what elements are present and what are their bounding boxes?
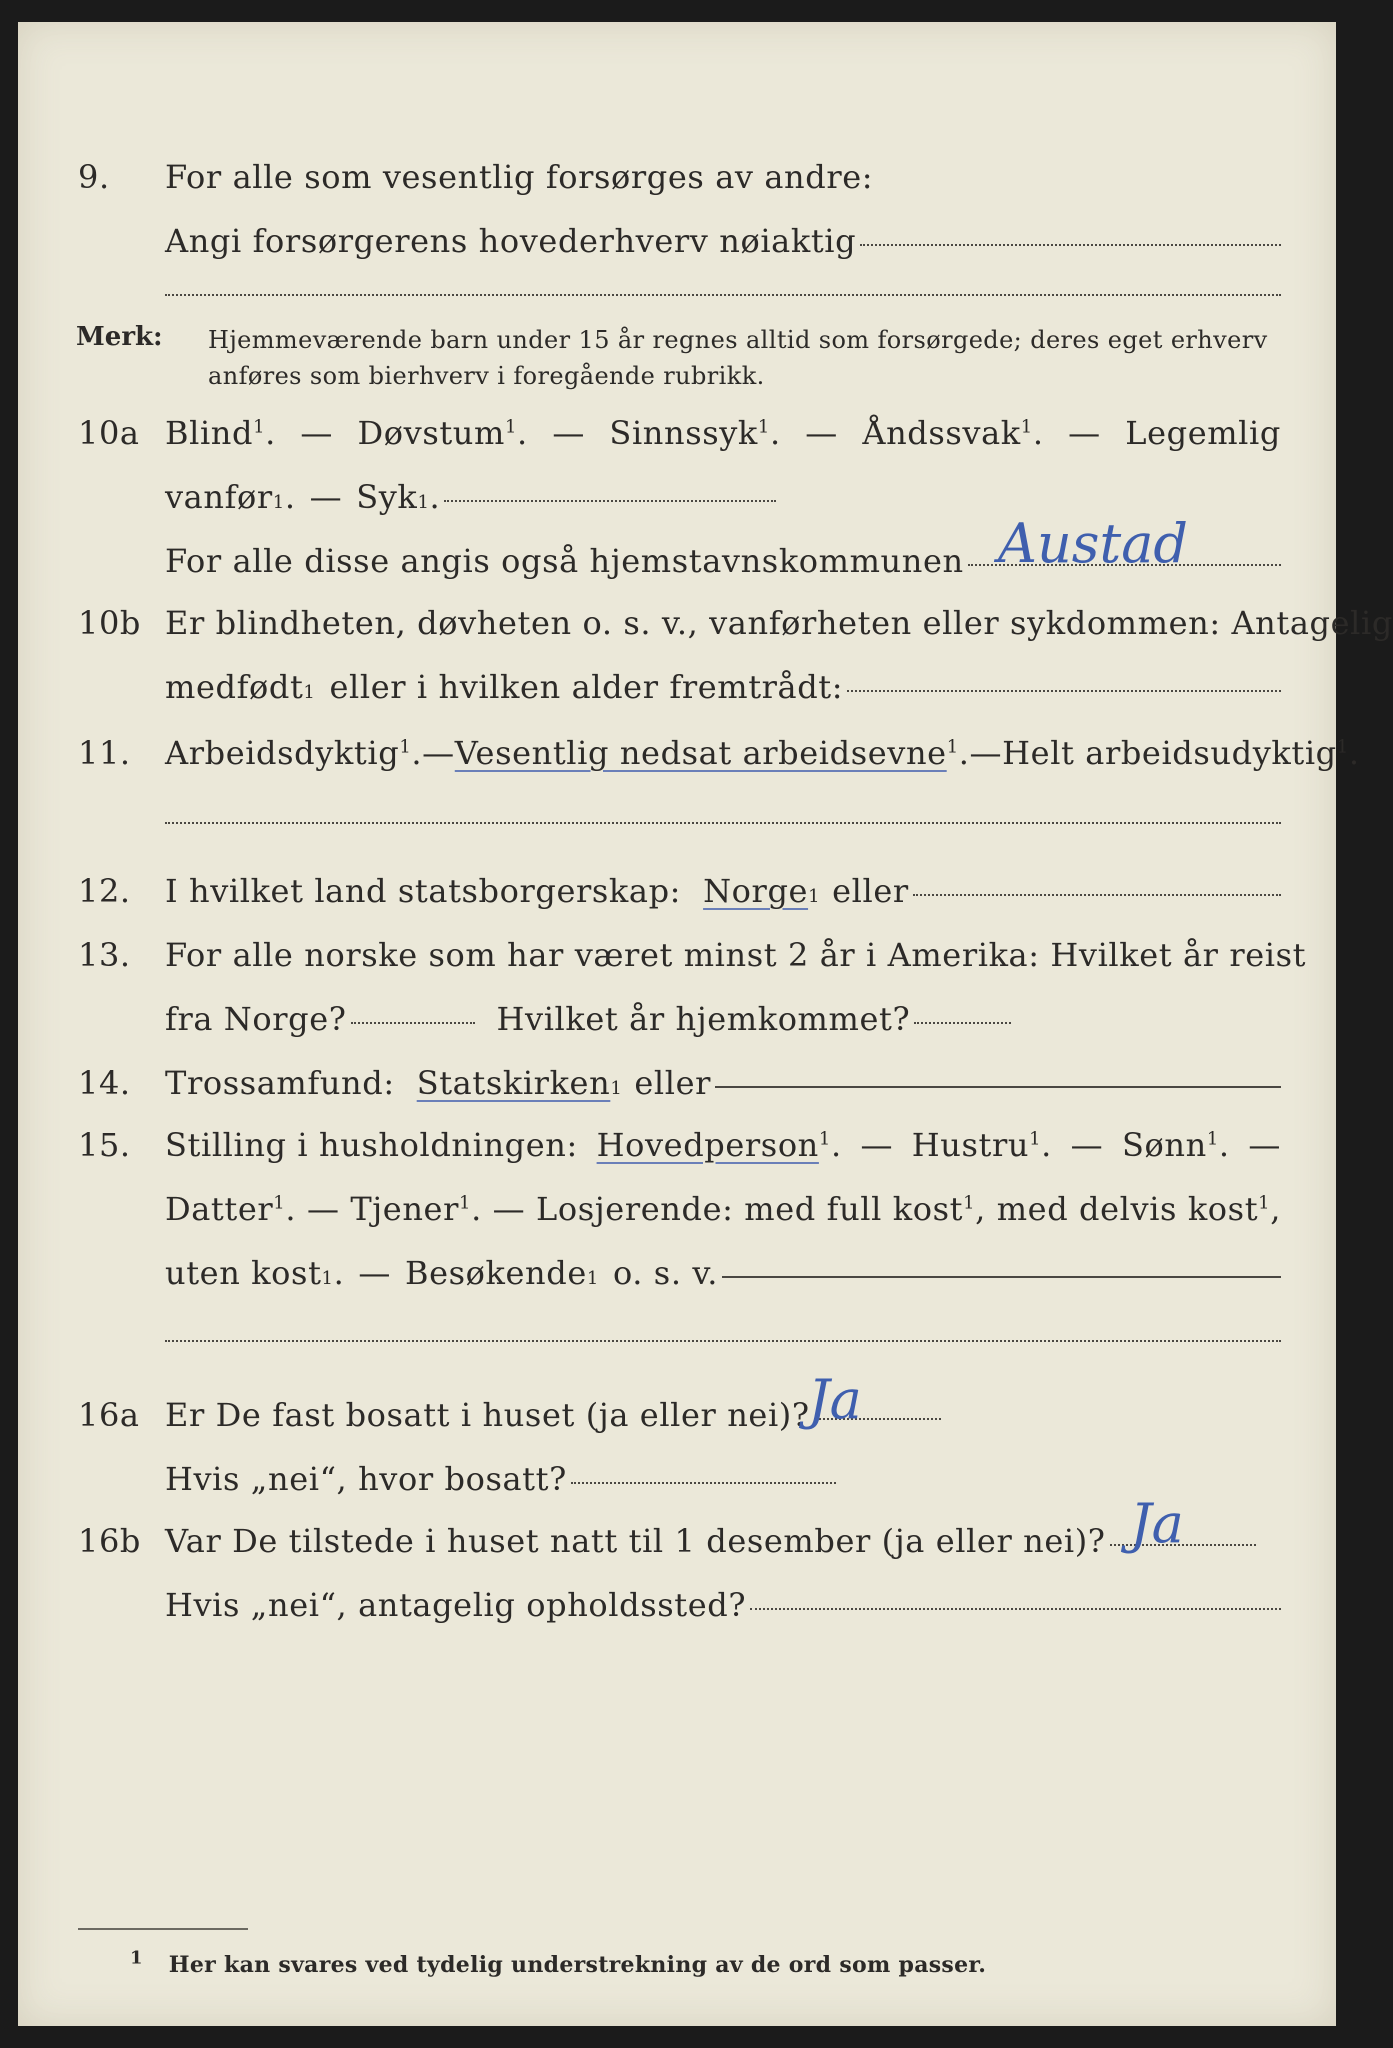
q10a-syk: Syk [356,478,418,516]
q15-sonn: Sønn [1122,1126,1207,1164]
q16a-text: Er De fast bosatt i huset (ja eller nei)? [165,1396,810,1434]
q15-hovedperson-underlined: Hovedperson [596,1126,819,1164]
q10b-alder: eller i hvilken alder fremtrådt: [329,668,844,706]
q9-text: For alle som vesentlig forsørges av andre: [165,158,874,196]
q15-tjener: Tjener [350,1190,459,1228]
q16a-handwritten-answer: Ja [808,1368,862,1431]
footnote-rule [78,1928,248,1930]
q16a-number: 16a [78,1396,140,1434]
q12-number: 12. [78,872,131,910]
q10a-dovstum: Døvstum [357,414,505,452]
q9-extra-line[interactable] [165,294,1281,296]
merk-line1: Hjemmeværende barn under 15 år regnes alltid som forsørgede; deres eget erhverv [208,326,1268,354]
q9-number: 9. [78,158,110,196]
q10a-sinnssyk: Sinnssyk [609,414,758,452]
q13-hjemkommet: Hvilket år hjemkommet? [496,1000,911,1038]
q14-answer-line[interactable] [715,1086,1281,1088]
q10a-legemlig: Legemlig [1125,414,1281,452]
q16a-hvor: Hvis „nei“, hvor bosatt? [165,1460,567,1498]
merk-label: Merk: [76,322,163,352]
q15-delvis-kost: med delvis kost [996,1190,1259,1228]
q9-question: Angi forsørgerens hovederhverv nøiaktig [165,222,857,260]
q11-nedsat-underlined: Vesentlig nedsat arbeidsevne [454,734,947,772]
q13-reist: fra Norge? [165,1000,347,1038]
q14-text: Trossamfund: [165,1064,395,1102]
footnote [130,1947,987,1978]
q9-answer-line[interactable] [860,244,1281,246]
q15-extra-line[interactable] [165,1340,1281,1342]
q16b-handwritten-answer: Ja [1130,1492,1184,1555]
q14-statskirken-underlined: Statskirken [416,1064,611,1102]
merk-line2: anføres som bierhverv i foregående rubrikk. [208,362,765,390]
q16a-hvor-line[interactable] [571,1482,836,1484]
q15-number: 15. [78,1126,131,1164]
q11-number: 11. [78,734,131,772]
q13-text: For alle norske som har været minst 2 år i Amerika: Hvilket år reist [165,936,1307,974]
footnote-text: Her kan svares ved tydelig understrekning av de ord som passer. [168,1952,987,1978]
q15-losjerende: Losjerende: [536,1190,734,1228]
q15-answer-line[interactable] [722,1276,1281,1278]
q10a-syk-line[interactable] [444,500,776,502]
q15-osv: o. s. v. [612,1254,719,1292]
q10a-vanfor: vanfør [165,478,273,516]
q15-label: Stilling i husholdningen: [165,1126,578,1164]
q16b-number: 16b [78,1522,142,1560]
q14-number: 14. [78,1064,131,1102]
q12-answer-line[interactable] [913,894,1281,896]
q10a-number: 10a [78,414,140,452]
q16b-text: Var De tilstede i huset natt til 1 desember (ja eller nei)? [165,1522,1106,1560]
q13-number: 13. [78,936,131,974]
q15-uten-kost: uten kost [165,1254,322,1292]
q15-datter: Datter [165,1190,274,1228]
footnote-marker: 1 [130,1947,143,1969]
q10b-answer-line[interactable] [847,690,1281,692]
q12-norge-underlined: Norge [703,872,809,910]
q10b-text: Er blindheten, døvheten o. s. v., vanførheten eller sykdommen: Antagelig [165,604,1393,642]
q10b-number: 10b [78,604,142,642]
q15-besokende: Besøkende [404,1254,587,1292]
census-form-page: 9. For alle som vesentlig forsørges av andre: Angi forsørgerens hovederhverv nøiaktig Merk: Hjemmeværende barn under 15 år regnes alltid som forsørgede; deres eget erhverv anføres som bierhverv i foregående rubrikk. 10a Blind$^1$. — Døvstum$^1$. — Sinnssyk$^1$. — Åndssvak$^1$. — Legemlig vanfør 1 . — Syk 1 . For alle disse angis også hjemstavnskommunen Austad 10b Er blindheten, døvheten o. s. v., vanførheten eller sykdommen: Antagelig medfødt 1 eller i hvilken alder fremtrådt: 11. Arbeidsdyktig$^1$. — Vesentlig nedsat arbeidsevne$^1$. — Helt arbeidsudyktig$^1$. 12. I hvilket land statsborgerskap: Norge 1 eller 13. For alle norske som har været minst 2 år i Amerika: Hvilket år reist fra Norge? Hvilket år hjemkommet? 14. Trossamfund: Statskirken 1 eller 15. Stilling i husholdningen: Hovedperson$^1$. — Hustru$^1$. — Sønn$^1$. — Datter$^1$. — Tjener$^1$. — Losjerende: med full kost$^1$, med delvis kost$^1$, uten kost 1 . — Besøkende 1 o. s. v. 16a Er De fast bosatt i huset (ja eller nei)? Ja Hvis „nei“, hvor bosatt? 16b Var De tilstede i huset natt til 1 desember (ja eller nei)? Ja Hvis „nei“, antagelig opholdssted? $^1$ Her kan svares ved tydelig understrekning av de ord som passer. [18,22,1336,2026]
q10a-handwritten-answer: Austad [998,512,1188,575]
q10a-andssvak: Åndssvak [862,414,1021,452]
q11-arbeidsdyktig: Arbeidsdyktig [165,734,400,772]
q11-extra-line[interactable] [165,822,1281,824]
q13-reist-line[interactable] [351,1022,475,1024]
q11-udyktig: Helt arbeidsudyktig [1002,734,1337,772]
q10a-blind: Blind [165,414,254,452]
q13-hjemkommet-line[interactable] [914,1022,1011,1024]
q15-hustru: Hustru [911,1126,1030,1164]
q10a-hjemstavn: For alle disse angis også hjemstavnskommunen [165,542,964,580]
q15-full-kost: med full kost [744,1190,964,1228]
q16b-opholdssted-line[interactable] [750,1608,1281,1610]
merk-note [208,322,1281,394]
q10b-medfodt: medfødt [165,668,304,706]
q12-eller: eller [832,872,909,910]
q12-text: I hvilket land statsborgerskap: [165,872,682,910]
q16b-opholdssted: Hvis „nei“, antagelig opholdssted? [165,1586,747,1624]
q14-eller: eller [634,1064,712,1102]
